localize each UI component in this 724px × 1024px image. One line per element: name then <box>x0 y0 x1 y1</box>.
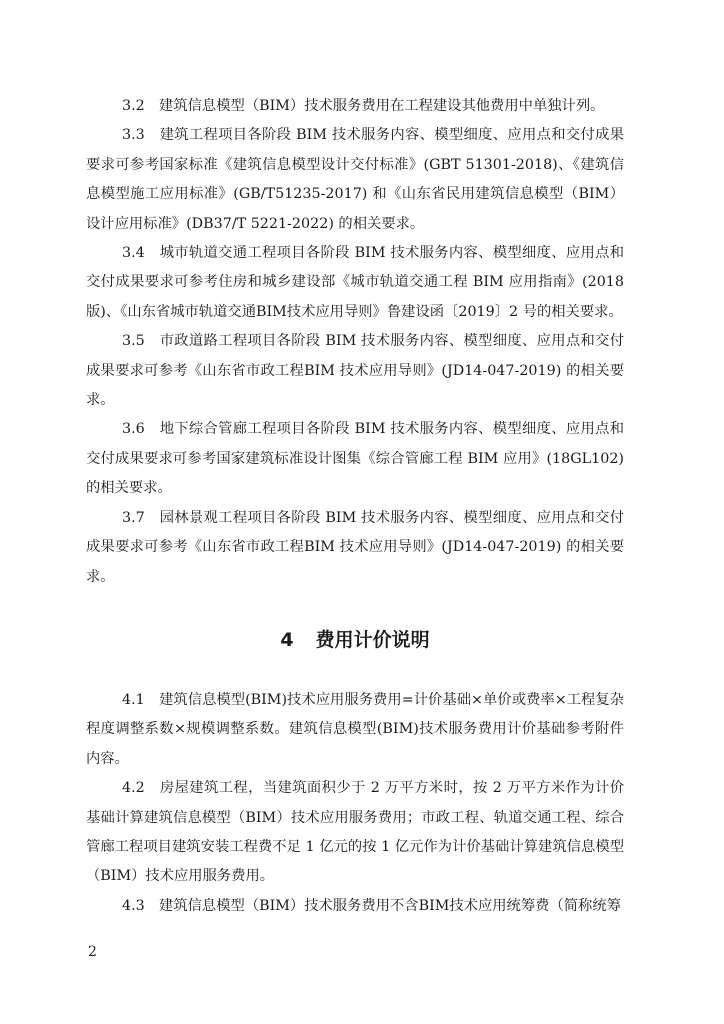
paragraph-4-1: 4.1 建筑信息模型(BIM)技术应用服务费用=计价基础×单价或费率×工程复杂程度调整系数×规模调整系数。建筑信息模型(BIM)技术服务费用计价基础参考附件内容。 <box>86 691 624 767</box>
paragraph-3-3: 3.3 建筑工程项目各阶段 BIM 技术服务内容、模型细度、应用点和交付成果要求可参考国家标准《建筑信息模型设计交付标准》(GBT 51301-2018)、《建筑信息模型施工应用标准》(GB/T51235-2017) 和《山东省民用建筑信息模型（BIM）设计应用标准》(DB37/T 5221-2022) 的相关要求。 <box>86 127 624 232</box>
page-content <box>86 92 624 921</box>
paragraph-3-6: 3.6 地下综合管廊工程项目各阶段 BIM 技术服务内容、模型细度、应用点和交付成果要求可参考国家建筑标准设计图集《综合管廊工程 BIM 应用》(18GL102) 的相关要求。 <box>86 421 624 497</box>
paragraph-3-5: 3.5 市政道路工程项目各阶段 BIM 技术服务内容、模型细度、应用点和交付成果要求可参考《山东省市政工程BIM 技术应用导则》(JD14-047-2019) 的相关要求。 <box>86 333 624 409</box>
page-number: 2 <box>88 944 97 960</box>
section-3-paragraphs <box>86 92 624 592</box>
paragraph-3-4: 3.4 城市轨道交通工程项目各阶段 BIM 技术服务内容、模型细度、应用点和交付成果要求可参考住房和城乡建设部《城市轨道交通工程 BIM 应用指南》(2018版)、《山东省城市轨道交通BIM技术应用导则》鲁建设函〔2019〕2 号的相关要求。 <box>86 245 624 320</box>
section-4-paragraphs <box>86 686 624 921</box>
section-heading <box>86 610 624 670</box>
paragraph-3-2: 3.2 建筑信息模型（BIM）技术服务费用在工程建设其他费用中单独计列。 <box>122 98 605 114</box>
section-number: 4 <box>280 628 294 651</box>
paragraph-4-2: 4.2 房屋建筑工程，当建筑面积少于 2 万平方米时，按 2 万平方米作为计价基础计算建筑信息模型（BIM）技术应用服务费用；市政工程、轨道交通工程、综合管廊工程项目建筑安装工程费不足 1 亿元的按 1 亿元作为计价基础计算建筑信息模型（BIM）技术应用服务费用。 <box>86 780 624 885</box>
paragraph-3-7: 3.7 园林景观工程项目各阶段 BIM 技术服务内容、模型细度、应用点和交付成果要求可参考《山东省市政工程BIM 技术应用导则》(JD14-047-2019) 的相关要求。 <box>86 509 624 585</box>
section-title: 费用计价说明 <box>315 628 430 651</box>
paragraph-4-3: 4.3 建筑信息模型（BIM）技术服务费用不含BIM技术应用统筹费（简称统筹 <box>122 897 621 914</box>
